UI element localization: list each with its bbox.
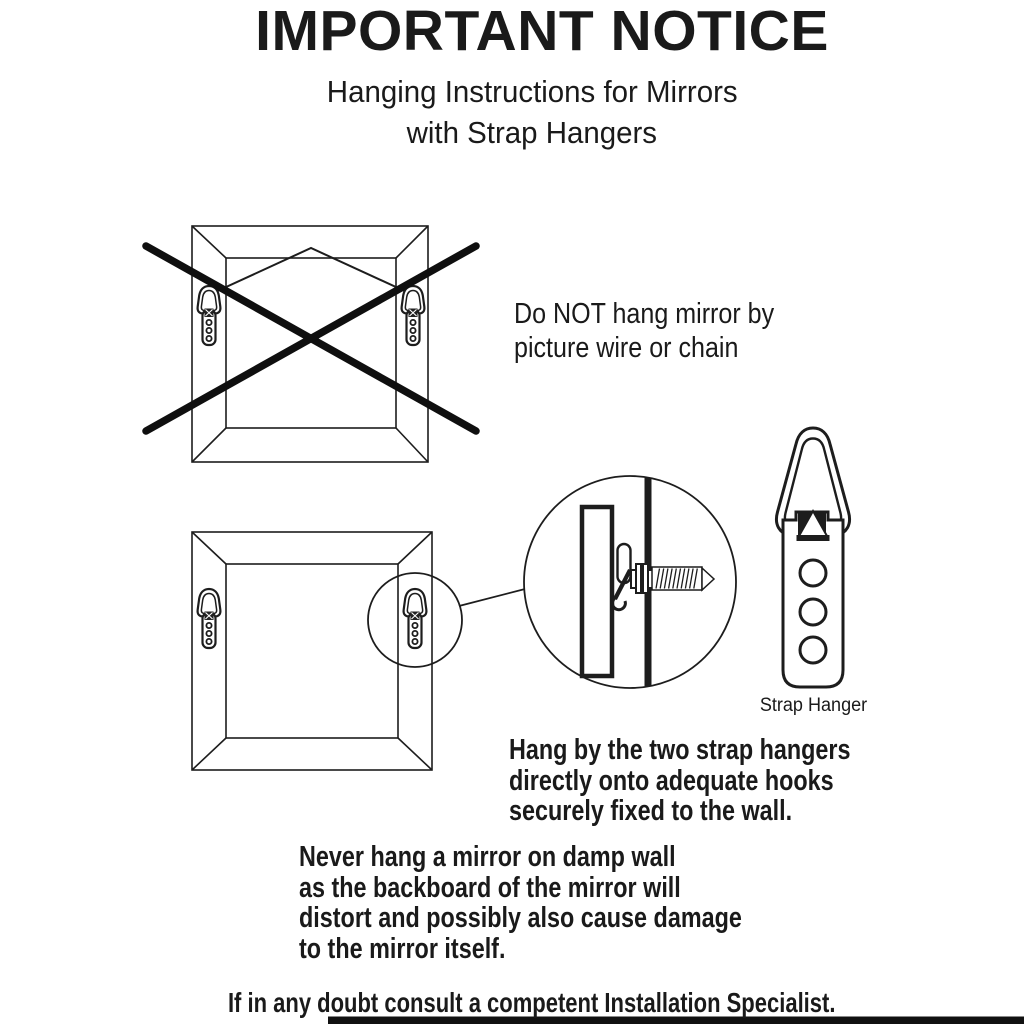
subtitle-line: Hanging Instructions for Mirrors: [326, 74, 738, 109]
wire-warning-line: Do NOT hang mirror by: [514, 298, 775, 330]
hanger-hole: [800, 560, 826, 586]
damp-warning-line: to the mirror itself.: [299, 932, 506, 965]
frame-section-icon: [582, 507, 612, 676]
hang-instruction-line: directly onto adequate hooks: [509, 764, 834, 797]
hang-instruction-line: securely fixed to the wall.: [509, 795, 793, 827]
hang-instruction-text: [509, 735, 925, 827]
crossed-mirror-figure: [146, 226, 476, 462]
screw-icon: [631, 564, 714, 593]
correct-mirror-figure: [192, 532, 525, 770]
strap-hanger-icon: [198, 589, 221, 648]
footer-advice-line: If in any doubt consult a competent Installation Specialist.: [228, 987, 836, 1018]
damp-wall-warning-text: [299, 842, 839, 964]
strap-hanger-icon: [402, 286, 425, 345]
strap-hanger-detail-figure: [776, 428, 849, 687]
damp-warning-line: Never hang a mirror on damp wall: [299, 841, 676, 873]
strap-hanger-label: [739, 695, 889, 717]
hang-instruction-line: Hang by the two strap hangers: [509, 734, 851, 766]
hanger-hole: [800, 599, 826, 625]
page-title-text: IMPORTANT NOTICE: [255, 0, 829, 63]
wire-warning-text: [514, 297, 810, 365]
hanger-hole: [800, 637, 826, 663]
page-subtitle: [20, 71, 1024, 153]
hook-detail-circle: [524, 476, 736, 688]
damp-warning-line: distort and possibly also cause damage: [299, 902, 742, 934]
damp-warning-line: as the backboard of the mirror will: [299, 871, 681, 904]
mirror-frame-back-icon: [192, 226, 428, 462]
picture-wire-icon: [213, 248, 409, 293]
strap-hanger-icon: [198, 286, 221, 345]
page-title: [30, 0, 1024, 62]
strap-hanger-label-text: Strap Hanger: [760, 695, 868, 716]
footer-advice-text: [20, 987, 1024, 1018]
zoom-connector-line: [459, 589, 525, 606]
wire-warning-line: picture wire or chain: [514, 332, 739, 364]
subtitle-line: with Strap Hangers: [406, 115, 658, 150]
strap-hanger-icon: [404, 589, 427, 648]
hanger-crimp-icon: [797, 511, 830, 541]
prohibition-cross-icon: [146, 246, 476, 431]
mirror-frame-back-icon: [192, 532, 432, 770]
